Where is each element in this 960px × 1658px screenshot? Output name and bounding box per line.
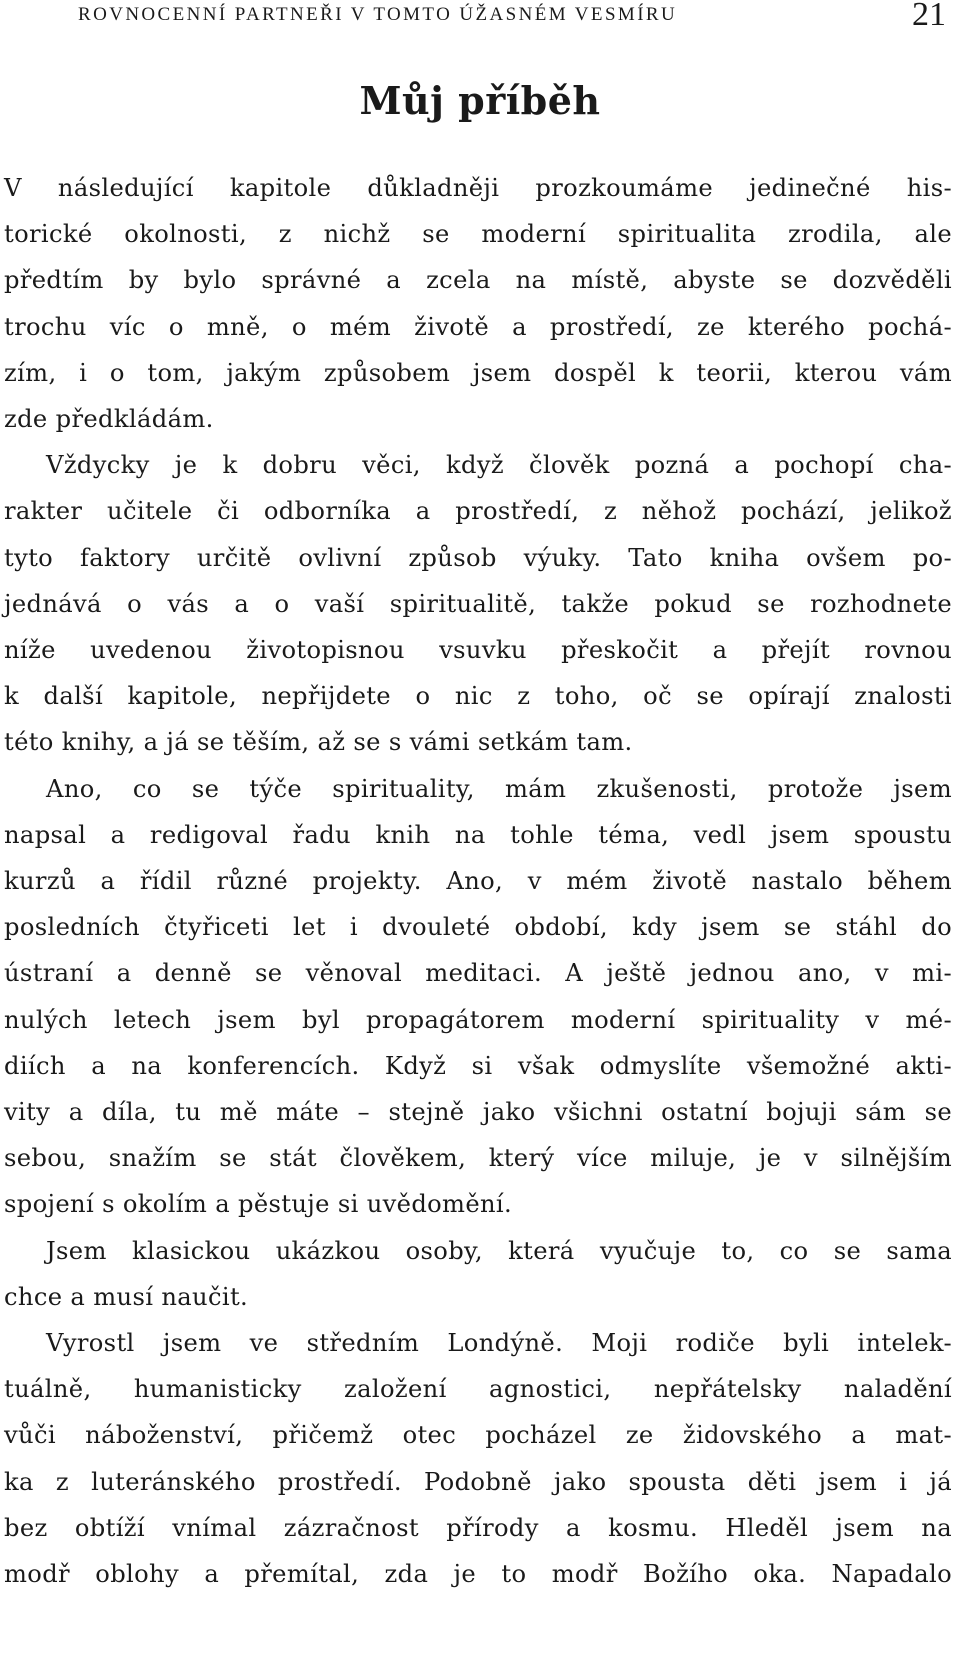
text-line: tyto faktory určitě ovlivní způsob výuky. Tato kniha ovšem po-: [4, 543, 952, 572]
text-line: ústraní a denně se věnoval meditaci. A ještě jednou ano, v mi-: [4, 959, 952, 988]
text-line: nulých letech jsem byl propagátorem moderní spirituality v mé-: [4, 1005, 952, 1034]
text-line: níže uvedenou životopisnou vsuvku přeskočit a přejít rovnou: [4, 636, 952, 665]
text-line: V následující kapitole důkladněji prozkoumáme jedinečné his-: [4, 174, 952, 202]
text-line: Vždycky je k dobru věci, když člověk pozná a pochopí cha-: [46, 451, 952, 480]
running-title: ROVNOCENNÍ PARTNEŘI V TOMTO ÚŽASNÉM VESMÍRU: [78, 4, 678, 25]
text-line: rakter učitele či odborníka a prostředí, z něhož pochází, jelikož: [4, 497, 952, 526]
paragraph: [4, 1228, 952, 1320]
text-line: tuálně, humanisticky založení agnostici, nepřátelsky naladění: [4, 1375, 952, 1404]
text-line: zde předkládám.: [4, 405, 214, 434]
text-line: Vyrostl jsem ve středním Londýně. Moji rodiče byli intelek-: [46, 1329, 952, 1358]
text-line: torické okolnosti, z nichž se moderní spiritualita zrodila, ale: [4, 220, 952, 249]
text-line: k další kapitole, nepřijdete o nic z toho, oč se opírají znalosti: [4, 682, 952, 711]
running-head: [0, 0, 960, 40]
text-line: předtím by bylo správné a zcela na místě, abyste se dozvěděli: [4, 266, 952, 295]
text-line: jednává o vás a o vaší spiritualitě, takže pokud se rozhodnete: [4, 589, 952, 618]
text-line: vity a díla, tu mě máte – stejně jako všichni ostatní bojuji sám se: [4, 1098, 952, 1127]
text-line: bez obtíží vnímal zázračnost přírody a kosmu. Hleděl jsem na: [4, 1513, 952, 1542]
text-line: diích a na konferencích. Když si však odmyslíte všemožné akti-: [4, 1051, 952, 1080]
text-line: ka z luteránského prostředí. Podobně jako spousta děti jsem i já: [4, 1467, 952, 1496]
body-text: [4, 165, 952, 1597]
text-line: trochu víc o mně, o mém životě a prostředí, ze kterého pochá-: [4, 312, 952, 341]
chapter-title: Můj příběh: [359, 78, 601, 123]
paragraph: [4, 1320, 952, 1597]
text-line: zím, i o tom, jakým způsobem jsem dospěl k teorii, kterou vám: [4, 358, 952, 387]
paragraph: [4, 165, 952, 442]
page-number: 21: [912, 0, 946, 33]
text-line: sebou, snažím se stát člověkem, který více miluje, je v silnějším: [4, 1144, 952, 1173]
text-line: této knihy, a já se těším, až se s vámi setkám tam.: [4, 728, 633, 757]
text-line: posledních čtyřiceti let i dvouleté období, kdy jsem se stáhl do: [4, 913, 952, 942]
paragraph: [4, 766, 952, 1228]
text-line: chce a musí naučit.: [4, 1282, 249, 1311]
text-line: Jsem klasickou ukázkou osoby, která vyučuje to, co se sama: [46, 1236, 952, 1265]
text-line: spojení s okolím a pěstuje si uvědomění.: [4, 1190, 513, 1219]
text-line: vůči náboženství, přičemž otec pocházel ze židovského a mat-: [4, 1421, 952, 1450]
text-line: napsal a redigoval řadu knih na tohle téma, vedl jsem spoustu: [4, 820, 952, 849]
paragraph: [4, 442, 952, 765]
text-line: kurzů a řídil různé projekty. Ano, v mém životě nastalo během: [4, 867, 952, 896]
text-line: modř oblohy a přemítal, zda je to modř Božího oka. Napadalo: [4, 1560, 952, 1589]
text-line: Ano, co se týče spirituality, mám zkušenosti, protože jsem: [46, 774, 952, 803]
